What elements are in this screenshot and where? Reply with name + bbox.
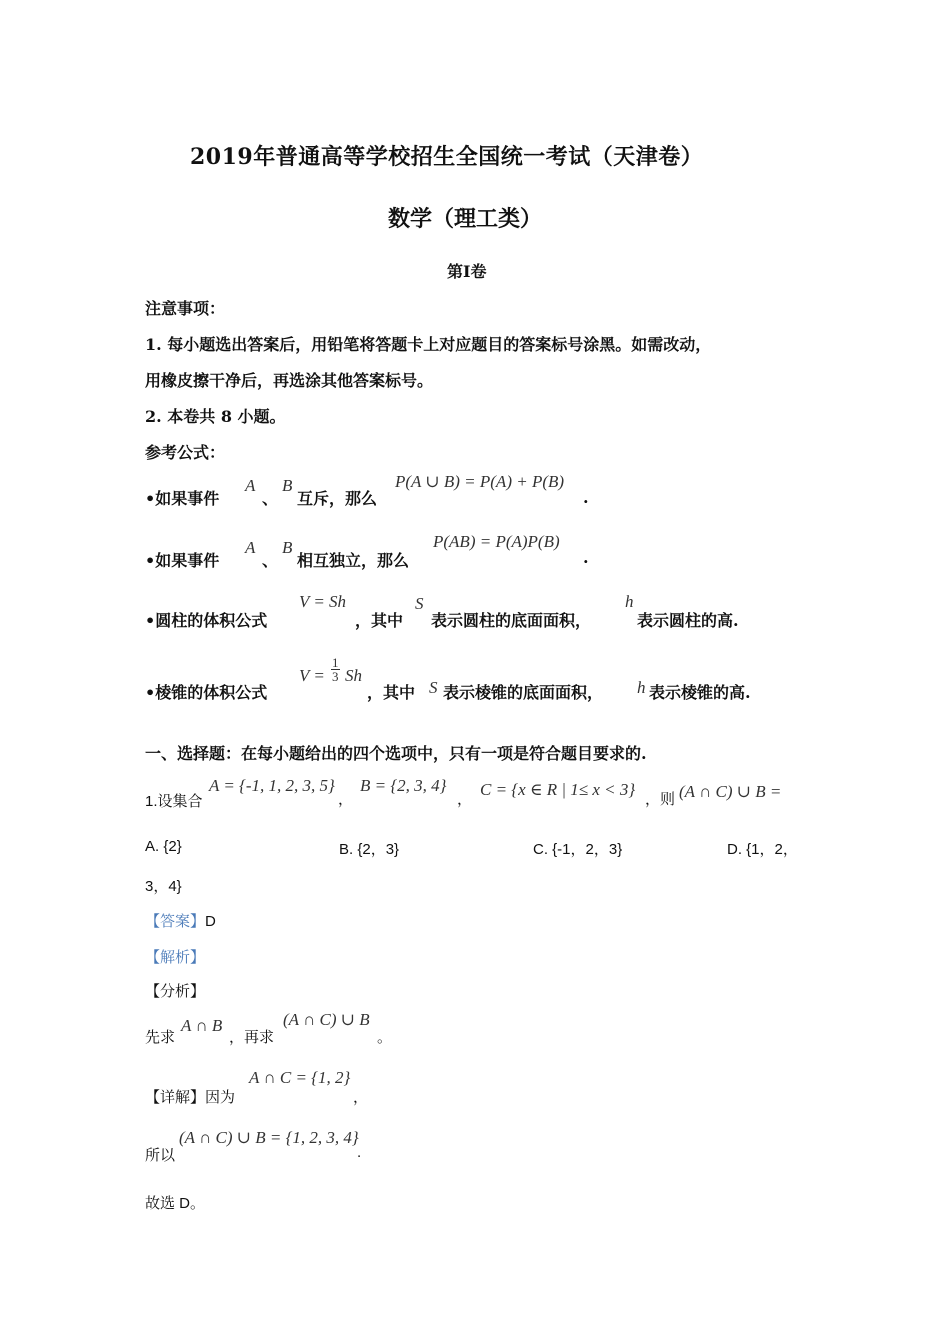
formula-3-math: V = Sh — [299, 592, 347, 611]
page-title: 2019年普通高等学校招生全国统一考试（天津卷） — [190, 144, 704, 170]
step-math-2: (A ∩ C) ∪ B — [283, 1010, 370, 1029]
detail-label: 【详解】因为 — [145, 1089, 236, 1106]
detail-math: A ∩ C = {1, 2} — [249, 1068, 351, 1087]
notice-heading: 注意事项： — [145, 299, 226, 318]
formula-1-math: P(A ∪ B) = P(A) + P(B) — [395, 472, 565, 491]
analysis-label: 【解析】 — [145, 949, 206, 966]
step-lead: 先求 — [145, 1029, 176, 1046]
q1-set-c: C = {x ∈ R | 1≤ x < 3} — [480, 780, 636, 799]
so-label: 所以 — [145, 1147, 176, 1164]
formula-2-sep: 、 — [262, 551, 279, 570]
formula-4-fraction — [331, 656, 340, 683]
notice-item-2: 2. 本卷共 8 小题。 — [145, 407, 286, 426]
formula-1-a: A — [245, 476, 256, 495]
formula-2-a: A — [245, 538, 256, 557]
analysis-step — [145, 1010, 545, 1050]
notice-item-1: 1. 每小题选出答案后，用铅笔将答题卡上对应题目的答案标号涂黑。如需改动， — [145, 335, 712, 354]
formula-3-h: h — [625, 592, 634, 611]
option-c: C. {-1，2，3} — [533, 841, 623, 858]
option-b: B. {2，3} — [339, 841, 400, 858]
formula-4-lead: •棱锥的体积公式 — [145, 683, 268, 702]
option-d-cont: 3，4} — [145, 878, 182, 895]
formula-3-mid: ，其中 — [355, 611, 404, 630]
question-1 — [145, 772, 825, 812]
q1-set-a: A = {-1, 1, 2, 3, 5} — [209, 776, 335, 795]
page-subtitle: 数学（理工类） — [388, 206, 543, 232]
q1-lead: 1.设集合 — [145, 793, 203, 810]
formula-2-math: P(AB) = P(A)P(B) — [433, 532, 560, 551]
formula-4-mid: ，其中 — [367, 683, 416, 702]
q1-comma-2: ， — [457, 791, 473, 808]
formula-4-end: 表示棱锥的高. — [649, 683, 751, 702]
formula-2-mid: 相互独立，那么 — [297, 551, 410, 570]
fenxi-label: 【分析】 — [145, 983, 206, 1000]
formula-1-lead: •如果事件 — [145, 489, 220, 508]
section-heading: 一、选择题：在每小题给出的四个选项中，只有一项是符合题目要求的. — [145, 744, 647, 763]
formula-1-sep: 、 — [262, 489, 279, 508]
formula-1-mid: 互斥，那么 — [297, 489, 378, 508]
formula-4-frac-den: 3 — [332, 669, 339, 684]
q1-expression: (A ∩ C) ∪ B = — [679, 782, 782, 801]
step-math-1: A ∩ B — [181, 1016, 223, 1035]
q1-then: ，则 — [645, 791, 676, 808]
formula-3-end: 表示圆柱的高. — [637, 611, 739, 630]
formula-1-b: B — [282, 476, 293, 495]
q1-set-b: B = {2, 3, 4} — [360, 776, 447, 795]
formula-3-lead: •圆柱的体积公式 — [145, 611, 268, 630]
detail-end: ， — [353, 1089, 369, 1106]
answer-value: D — [205, 913, 216, 930]
conclusion: 故选 D。 — [145, 1195, 206, 1212]
q1-comma-1: ， — [338, 791, 354, 808]
formula-4-mid2: 表示棱锥的底面面积， — [443, 683, 604, 702]
formula-3-s: S — [415, 594, 424, 613]
option-d: D. {1，2， — [727, 841, 798, 858]
formula-2-end: . — [583, 548, 589, 567]
option-a: A. {2} — [145, 838, 182, 855]
step-mid: ，再求 — [229, 1029, 275, 1046]
formula-1-end: . — [583, 488, 589, 507]
answer-line — [145, 910, 216, 931]
formula-4-s: S — [429, 678, 438, 697]
formula-4-h: h — [637, 678, 646, 697]
so-math: (A ∩ C) ∪ B = {1, 2, 3, 4} — [179, 1128, 359, 1147]
detail-line — [145, 1068, 545, 1108]
formula-4-frac-num: 1 — [332, 655, 339, 670]
step-end: 。 — [377, 1029, 393, 1046]
formula-3-mid2: 表示圆柱的底面面积， — [431, 611, 592, 630]
formula-2-b: B — [282, 538, 293, 557]
formula-2-lead: •如果事件 — [145, 551, 220, 570]
volume-label: 第Ⅰ卷 — [447, 262, 487, 281]
so-line — [145, 1126, 545, 1166]
notice-item-1-cont: 用橡皮擦干净后，再选涂其他答案标号。 — [145, 371, 434, 390]
formula-4-math-left: V = — [299, 666, 325, 685]
answer-label: 【答案】 — [145, 913, 206, 930]
formulas-heading: 参考公式： — [145, 443, 226, 462]
so-end: . — [357, 1144, 362, 1161]
formula-4-math-right: Sh — [345, 666, 362, 685]
